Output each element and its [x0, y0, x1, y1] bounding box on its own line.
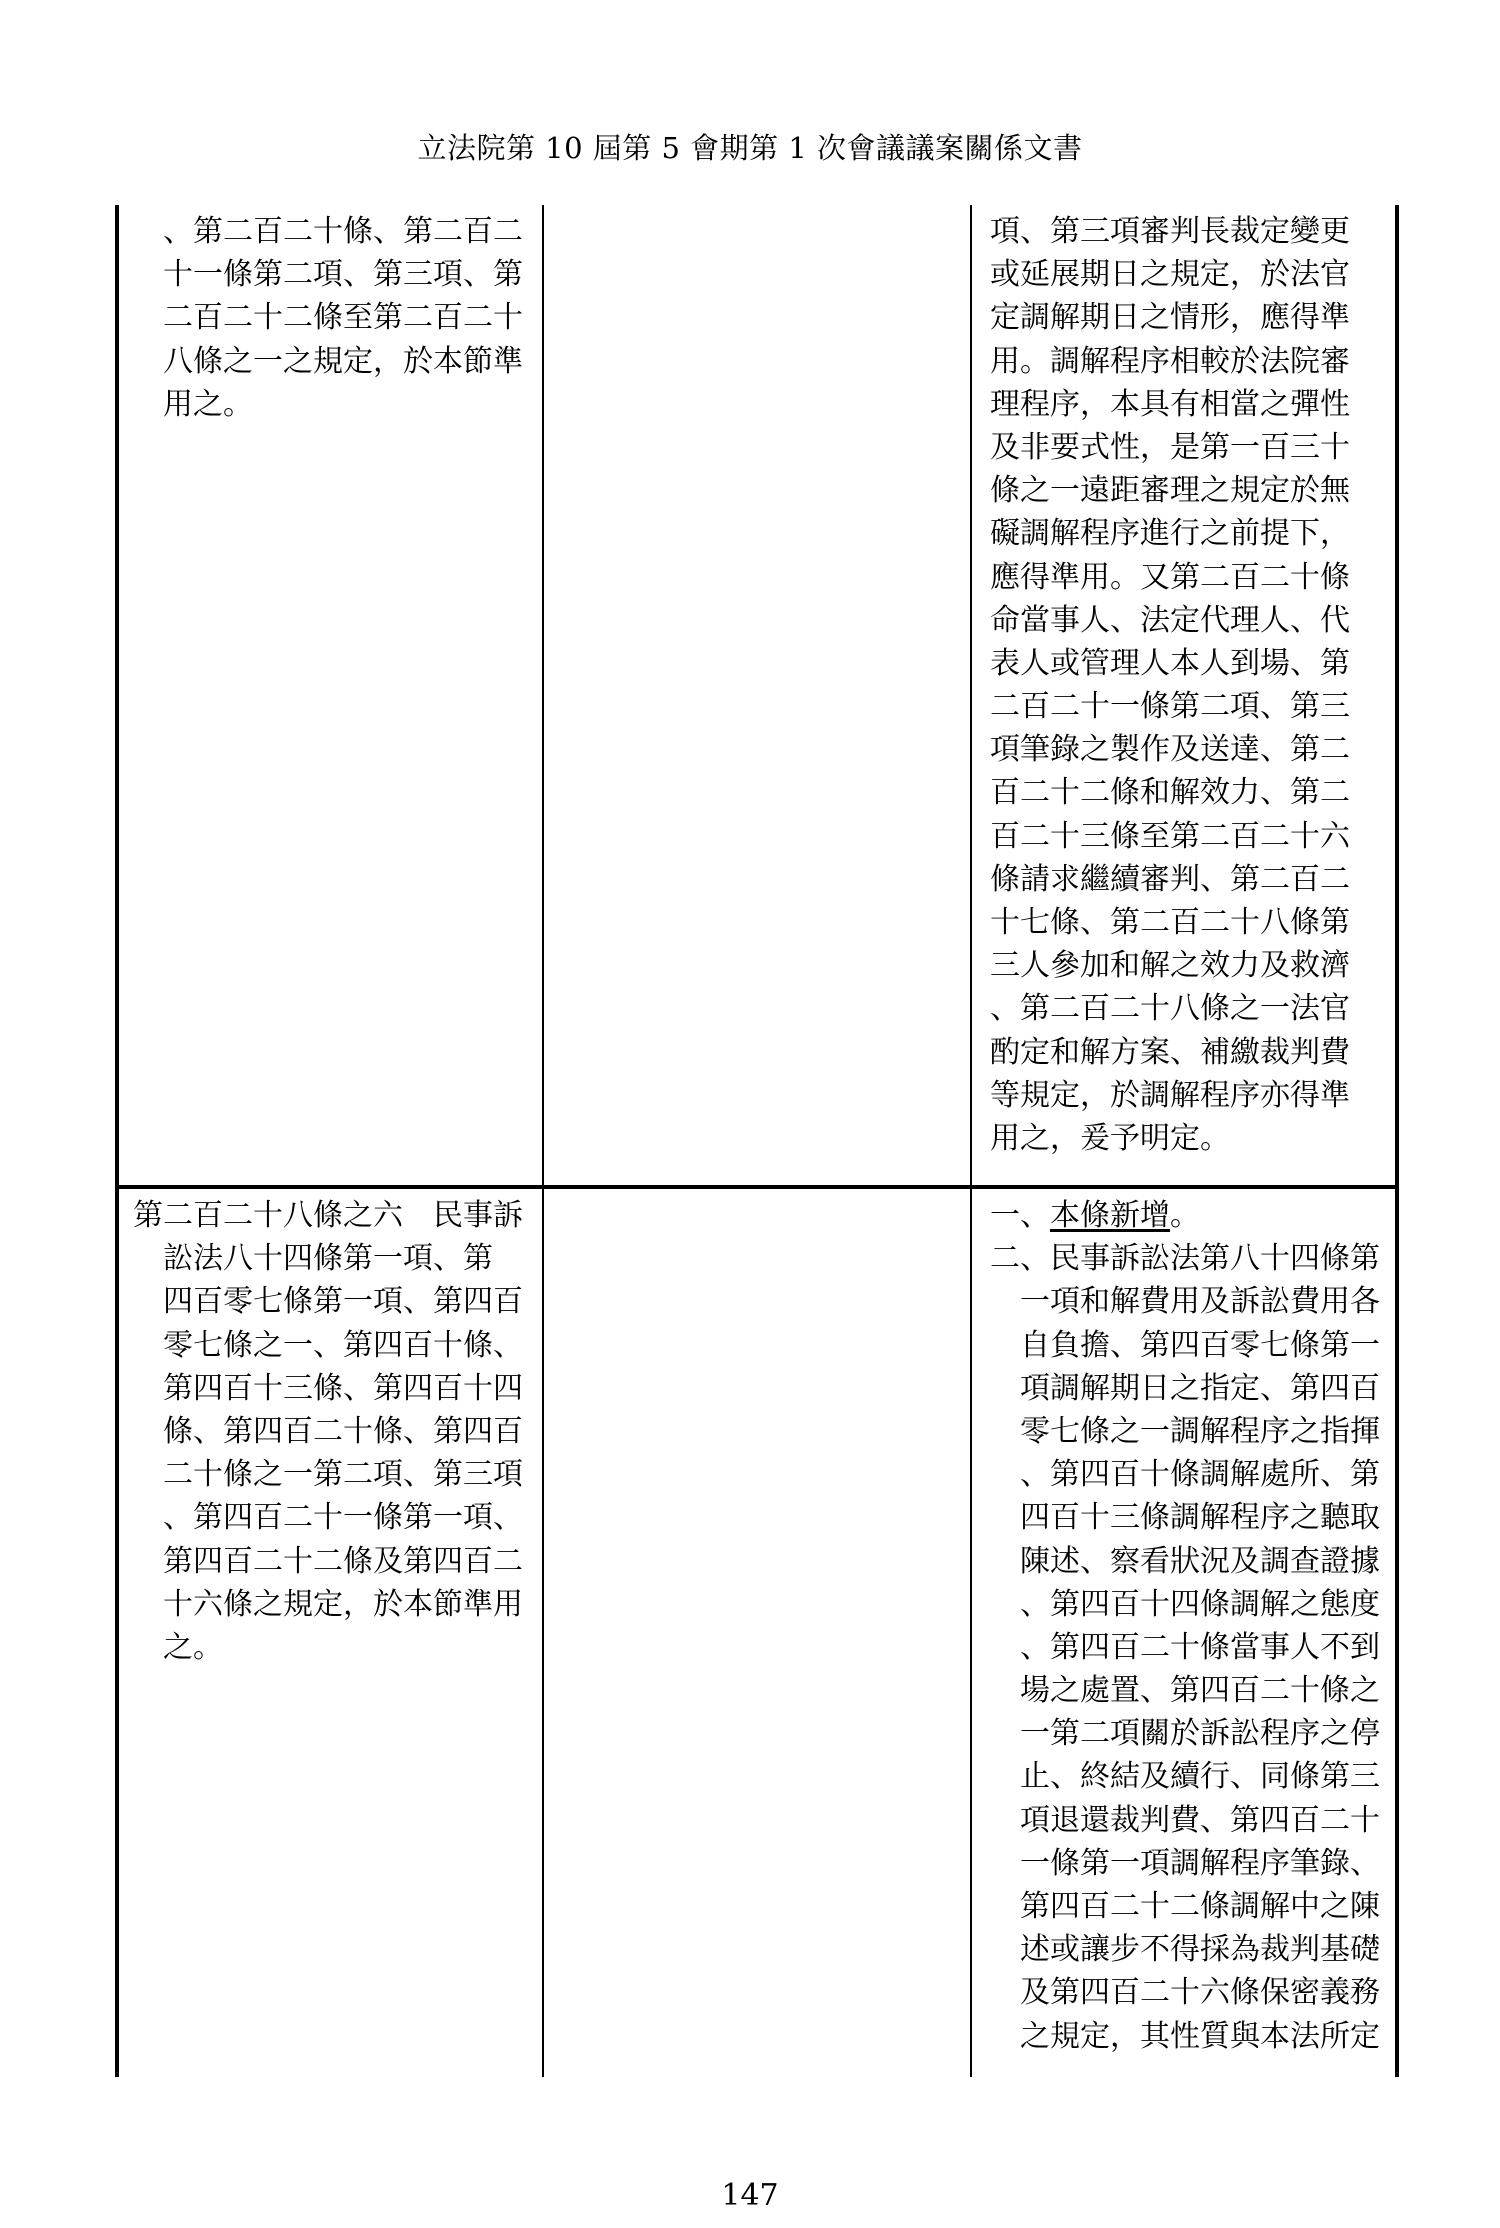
row2-explanation-text — [990, 1194, 1385, 2058]
explanation-item-1 — [990, 1194, 1385, 1237]
text-line: 項調解期日之指定、第四百 — [1020, 1370, 1380, 1406]
text-line: 第四百二十二條調解中之陳 — [1020, 1889, 1380, 1924]
text-line: 場之處置、第四百二十條之 — [1020, 1673, 1380, 1709]
text-line: 第四百十三條、第四百十四 — [163, 1370, 523, 1406]
text-line: 陳述、察看狀況及調查證據 — [1020, 1543, 1380, 1579]
new-article-note: 本條新增 — [1050, 1198, 1170, 1233]
text-line: 用之。 — [163, 386, 253, 422]
text-line: 百二十二條和解效力、第二 — [990, 775, 1350, 811]
text-line: 表人或管理人本人到場、第 — [990, 645, 1350, 681]
text-line: 應得準用。又第二百二十條 — [990, 559, 1350, 595]
text-line: 條請求繼續審判、第二百二 — [990, 861, 1350, 897]
text-line: 項退還裁判費、第四百二十 — [1020, 1802, 1380, 1838]
text-line: 條、第四百二十條、第四百 — [163, 1413, 523, 1449]
text-line: 十七條、第二百二十八條第 — [990, 905, 1350, 940]
punctuation: 。 — [1170, 1198, 1200, 1233]
text-line: 命當事人、法定代理人、代 — [990, 602, 1350, 638]
text-line: 之規定，其性質與本法所定 — [1020, 2018, 1380, 2054]
text-line: 用。調解程序相較於法院審 — [990, 343, 1350, 379]
text-line: 第二百二十八條之六 民事訴 — [133, 1198, 523, 1233]
row1-article-text — [133, 210, 528, 426]
text-line: 四百十三條調解程序之聽取 — [1020, 1500, 1380, 1536]
row2-article-text — [133, 1194, 528, 1669]
text-line: 止、終結及續行、同條第三 — [1020, 1759, 1380, 1795]
text-line: 、第四百十四條調解之態度 — [1020, 1586, 1380, 1622]
table-column-divider-2 — [970, 205, 972, 2077]
text-line: 及第四百二十六條保密義務 — [1020, 1975, 1380, 2011]
text-line: 訟法八十四條第一項、第 — [163, 1241, 493, 1277]
text-line: 礙調解程序進行之前提下， — [990, 516, 1350, 552]
table-row-divider — [115, 1185, 1399, 1189]
text-line: 定調解期日之情形，應得準 — [990, 300, 1350, 336]
text-line: 一項和解費用及訴訟費用各 — [1020, 1284, 1380, 1320]
text-line: 二十條之一第二項、第三項 — [163, 1457, 523, 1493]
text-line: 四百零七條第一項、第四百 — [163, 1284, 523, 1320]
text-line: 等規定，於調解程序亦得準 — [990, 1077, 1350, 1113]
text-line: 十六條之規定，於本節準用 — [163, 1586, 523, 1622]
table-right-border — [1395, 205, 1399, 2077]
explanation-item-2-body — [990, 1280, 1385, 2057]
text-line: 、第四百十條調解處所、第 — [1020, 1457, 1380, 1493]
text-line: 零七條之一、第四百十條、 — [163, 1327, 523, 1363]
text-line: 八條之一之規定，於本節準 — [163, 343, 523, 379]
text-line: 項、第三項審判長裁定變更 — [990, 214, 1350, 249]
text-line: 二百二十一條第二項、第三 — [990, 689, 1350, 725]
page-header: 立法院第 10 屆第 5 會期第 1 次會議議案關係文書 — [417, 131, 1083, 165]
text-line: 理程序，本具有相當之彈性 — [990, 386, 1350, 422]
text-line: 十一條第二項、第三項、第 — [163, 257, 523, 293]
text-line: 一條第一項調解程序筆錄、 — [1020, 1845, 1380, 1881]
text-line: 百二十三條至第二百二十六 — [990, 818, 1350, 854]
text-line: 一第二項關於訴訟程序之停 — [1020, 1716, 1380, 1752]
text-line: 酌定和解方案、補繳裁判費 — [990, 1034, 1350, 1070]
text-line: 、第二百二十條、第二百二 — [163, 214, 523, 249]
text-line: 三人參加和解之效力及救濟 — [990, 948, 1350, 984]
text-line: 用之，爰予明定。 — [990, 1120, 1230, 1156]
text-line: 或延展期日之規定，於法官 — [990, 257, 1350, 293]
text-line: 、第四百二十一條第一項、 — [163, 1500, 523, 1536]
text-line: 零七條之一調解程序之指揮 — [1020, 1413, 1380, 1449]
text-line: 自負擔、第四百零七條第一 — [1020, 1327, 1380, 1363]
text-line: 項筆錄之製作及送達、第二 — [990, 732, 1350, 768]
text-line: 及非要式性，是第一百三十 — [990, 429, 1350, 465]
text-line: 之。 — [163, 1629, 223, 1665]
text-line: 第四百二十二條及第四百二 — [163, 1543, 523, 1579]
text-line: 述或讓步不得採為裁判基礎 — [1020, 1932, 1380, 1968]
row1-explanation-text — [990, 210, 1385, 1160]
page-number: 147 — [721, 2178, 779, 2213]
text-line: 、第四百二十條當事人不到 — [1020, 1629, 1380, 1665]
item-number: 一、 — [990, 1198, 1050, 1233]
text-line: 二百二十二條至第二百二十 — [163, 300, 523, 336]
text-line: 、第二百二十八條之一法官 — [990, 991, 1350, 1027]
text-line: 條之一遠距審理之規定於無 — [990, 473, 1350, 509]
table-left-border — [115, 205, 119, 2077]
explanation-item-2: 二、民事訴訟法第八十四條第 — [990, 1241, 1380, 1277]
table-column-divider-1 — [542, 205, 544, 2077]
